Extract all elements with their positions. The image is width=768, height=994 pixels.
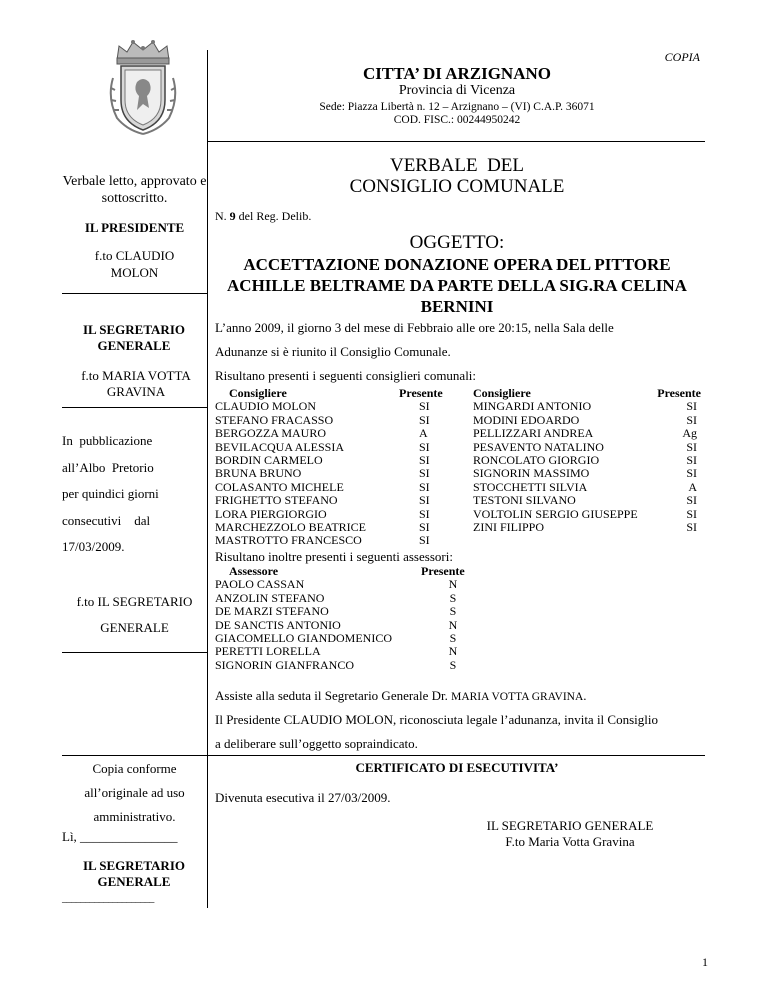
- council-name-right: PESAVENTO NATALINO: [473, 439, 604, 454]
- subject-text: ACCETTAZIONE DONAZIONE OPERA DEL PITTORE ACHILLE BELTRAME DA PARTE DELLA SIG.RA CELINA BERNINI: [227, 255, 687, 316]
- assistant-end: .: [583, 688, 587, 703]
- council-name-left: MARCHEZZOLO BEATRICE: [215, 520, 366, 535]
- secretary-label: IL SEGRETARIO GENERALE: [83, 322, 185, 353]
- address-line: Sede: Piazza Libertà n. 12 – Arzignano – (VI) C.A.P. 36071: [319, 101, 595, 113]
- read-approved-note: Verbale letto, approvato e sottoscritto.: [62, 174, 207, 206]
- certificate-signature: [455, 818, 685, 850]
- council-name-left: BEVILACQUA ALESSIA: [215, 439, 345, 454]
- copy-line-2: all’originale ad uso: [84, 785, 185, 800]
- council-name-left: BERGOZZA MAURO: [215, 426, 327, 441]
- subject-label: OGGETTO:: [409, 232, 505, 253]
- council-name-right: SIGNORIN MASSIMO: [473, 466, 590, 481]
- registry-prefix: N.: [215, 209, 227, 223]
- council-name-right: [455, 534, 641, 547]
- council-present-left: SI: [419, 439, 430, 454]
- council-row: [215, 400, 701, 413]
- document-title: [210, 155, 704, 197]
- council-present-right: Ag: [682, 426, 697, 441]
- registry-number: [215, 209, 311, 224]
- publication-signature-2: GENERALE: [100, 620, 169, 635]
- council-present-right: SI: [686, 412, 697, 427]
- assessor-rows: [215, 578, 495, 672]
- council-row: [215, 494, 701, 507]
- meeting-intro-2: Adunanze si è riunito il Consiglio Comunale.: [215, 344, 451, 359]
- assessor-present: N: [448, 617, 458, 632]
- assessor-row: [215, 645, 495, 658]
- certificate-rule: [62, 755, 705, 756]
- council-row: [215, 467, 701, 480]
- council-header-row: [215, 387, 701, 400]
- page-number: 1: [702, 955, 708, 969]
- council-present-right: SI: [686, 493, 697, 508]
- council-name-right: MODINI EDOARDO: [473, 412, 580, 427]
- certificate-signature-title: IL SEGRETARIO GENERALE: [486, 818, 654, 833]
- assessor-name: DE MARZI STEFANO: [215, 604, 329, 619]
- council-present-left: SI: [419, 506, 430, 521]
- assistant-name: MARIA VOTTA GRAVINA: [451, 691, 584, 703]
- certificate-title: CERTIFICATO DI ESECUTIVITA’: [355, 760, 559, 775]
- present-intro: Risultano presenti i seguenti consiglieri comunali:: [215, 368, 477, 383]
- secretary-signature: f.to MARIA VOTTA GRAVINA: [81, 368, 191, 399]
- council-name-left: FRIGHETTO STEFANO: [215, 493, 338, 508]
- final-secretary-label: IL SEGRETARIO GENERALE: [83, 858, 185, 889]
- president-signature: f.to CLAUDIO MOLON: [94, 248, 175, 280]
- copy-stamp: COPIA: [664, 50, 700, 64]
- council-row: [215, 481, 701, 494]
- council-name-right: VOLTOLIN SERGIO GIUSEPPE: [473, 506, 638, 521]
- copy-conforme-note: [62, 757, 207, 829]
- assessor-name: SIGNORIN GIANFRANCO: [215, 657, 355, 672]
- assessor-row: [215, 592, 495, 605]
- council-present-right: SI: [686, 439, 697, 454]
- assessor-present: S: [449, 631, 457, 646]
- left-rule-3: [62, 652, 207, 653]
- council-name-right: STOCCHETTI SILVIA: [473, 479, 588, 494]
- council-name-left: COLASANTO MICHELE: [215, 479, 344, 494]
- left-rule-1: [62, 293, 207, 294]
- council-present-left: SI: [419, 399, 430, 414]
- copy-line-1: Copia conforme: [92, 761, 177, 776]
- council-present-right: SI: [686, 399, 697, 414]
- meeting-intro-1: L’anno 2009, il giorno 3 del mese di Febbraio alle ore 20:15, nella Sala delle: [215, 320, 614, 335]
- assessor-name: PAOLO CASSAN: [215, 577, 305, 592]
- header-rule: [207, 141, 705, 142]
- col-consigliere-left: Consigliere: [229, 386, 287, 400]
- council-name-right: RONCOLATO GIORGIO: [473, 453, 600, 468]
- col-consigliere-right: Consigliere: [473, 386, 531, 400]
- council-present-right: [641, 534, 701, 547]
- council-present-left: SI: [419, 466, 430, 481]
- title-line-1: VERBALE DEL: [389, 155, 525, 176]
- council-present-left: SI: [419, 520, 430, 535]
- council-row: [215, 454, 701, 467]
- assessor-present: N: [448, 577, 458, 592]
- publication-signature-1: f.to IL SEGRETARIO: [76, 594, 193, 609]
- council-present-right: A: [688, 479, 697, 494]
- column-divider: [207, 50, 208, 908]
- assistant-statement: [215, 688, 587, 704]
- copy-line-3: amministrativo.: [93, 809, 176, 824]
- council-name-right: ZINI FILIPPO: [473, 520, 544, 535]
- council-name-left: MASTROTTO FRANCESCO: [215, 533, 362, 548]
- assessor-name: ANZOLIN STEFANO: [215, 590, 325, 605]
- council-present-left: A: [419, 426, 428, 441]
- council-row: [215, 414, 701, 427]
- col-presente: Presente: [421, 564, 465, 578]
- council-row: [215, 521, 701, 534]
- assessor-row: [215, 619, 495, 632]
- council-name-right: MINGARDI ANTONIO: [473, 399, 592, 414]
- council-present-right: SI: [686, 466, 697, 481]
- assessor-name: PERETTI LORELLA: [215, 644, 321, 659]
- assessor-row: [215, 605, 495, 618]
- president-statement-2: a deliberare sull’oggetto sopraindicato.: [215, 736, 418, 751]
- council-present-right: SI: [686, 453, 697, 468]
- council-name-left: LORA PIERGIORGIO: [215, 506, 327, 521]
- coat-of-arms-emblem: [103, 38, 183, 136]
- col-presente-right: Presente: [657, 386, 701, 400]
- publication-line-2: all’Albo Pretorio: [62, 459, 154, 475]
- council-name-right: TESTONI SILVANO: [473, 493, 576, 508]
- council-present-right: SI: [686, 520, 697, 535]
- certificate-text: Divenuta esecutiva il 27/03/2009.: [215, 790, 391, 805]
- col-assessore: Assessore: [229, 564, 279, 578]
- assessor-present: N: [448, 644, 458, 659]
- council-present-right: SI: [686, 506, 697, 521]
- assistant-prefix: Assiste alla seduta il Segretario Generale Dr.: [215, 688, 448, 703]
- council-row: [215, 508, 701, 521]
- publication-note: [62, 428, 159, 561]
- council-row: [215, 441, 701, 454]
- final-signature-line: ____________________: [62, 893, 155, 904]
- place-field: Lì, _______________: [62, 829, 178, 844]
- city-title: CITTA’ DI ARZIGNANO: [363, 64, 551, 83]
- council-present-left: SI: [419, 533, 430, 548]
- council-present-left: SI: [419, 479, 430, 494]
- council-name-left: CLAUDIO MOLON: [215, 399, 316, 414]
- council-present-left: SI: [419, 412, 430, 427]
- assessor-row: [215, 632, 495, 645]
- assessor-row: [215, 659, 495, 672]
- assessor-row: [215, 578, 495, 591]
- left-rule-2: [62, 407, 207, 408]
- publication-date: 17/03/2009.: [62, 539, 125, 554]
- council-name-left: STEFANO FRACASSO: [215, 412, 334, 427]
- col-presente-left: Presente: [399, 386, 443, 400]
- assessor-name: GIACOMELLO GIANDOMENICO: [215, 631, 392, 646]
- assessors-header-row: [215, 565, 495, 578]
- assessor-present: S: [449, 657, 457, 672]
- council-table: [215, 387, 701, 548]
- council-present-left: SI: [419, 453, 430, 468]
- council-row: [215, 427, 701, 440]
- publication-line-3: per quindici giorni: [62, 486, 159, 501]
- president-statement-1: Il Presidente CLAUDIO MOLON, riconosciuta legale l’adunanza, invita il Consiglio: [215, 712, 658, 727]
- council-row: [215, 534, 701, 547]
- certificate-signature-name: F.to Maria Votta Gravina: [505, 834, 635, 849]
- registry-value: 9: [229, 209, 236, 223]
- president-label: IL PRESIDENTE: [84, 220, 185, 235]
- council-present-left: SI: [419, 493, 430, 508]
- council-name-right: PELLIZZARI ANDREA: [473, 426, 594, 441]
- assessors-table: [215, 565, 495, 672]
- tax-code-line: COD. FISC.: 00244950242: [393, 114, 521, 126]
- council-name-left: BORDIN CARMELO: [215, 453, 323, 468]
- council-rows: [215, 400, 701, 547]
- registry-suffix: del Reg. Delib.: [238, 209, 312, 223]
- publication-line-1: In pubblicazione: [62, 433, 153, 448]
- publication-line-4: consecutivi dal: [62, 512, 151, 528]
- assessor-present: S: [449, 604, 457, 619]
- council-name-left: BRUNA BRUNO: [215, 466, 302, 481]
- assessors-intro: Risultano inoltre presenti i seguenti assessori:: [215, 549, 453, 564]
- assessor-name: DE SANCTIS ANTONIO: [215, 617, 341, 632]
- title-line-2: CONSIGLIO COMUNALE: [349, 176, 565, 197]
- assessor-present: S: [449, 590, 457, 605]
- province-line: Provincia di Vicenza: [398, 83, 516, 98]
